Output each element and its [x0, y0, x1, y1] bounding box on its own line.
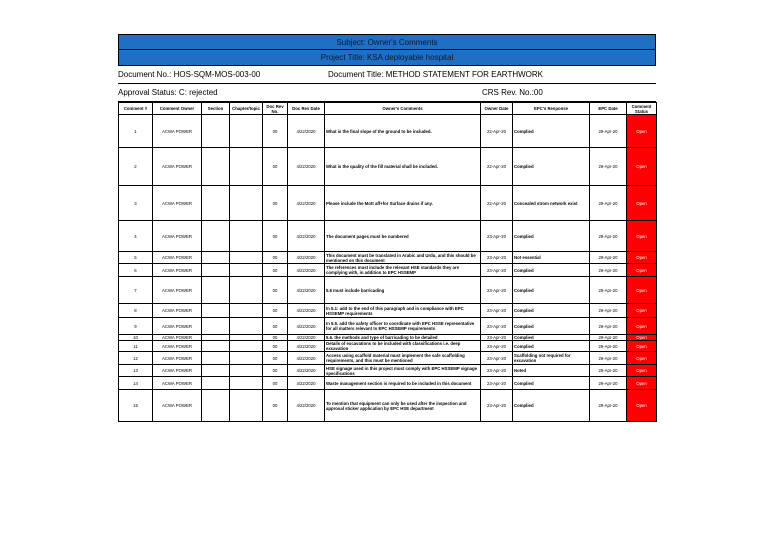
doc-rev-date-cell: 4/22/2020 [288, 115, 325, 148]
comment-owner-cell: ACWA POWER [153, 341, 202, 352]
col-doc-rev-date: Doc Rev Date [288, 103, 325, 115]
comment-number-cell: 14 [119, 377, 153, 390]
table-row [119, 365, 657, 377]
epc-response-cell: Scaffolding not required for excavation [513, 352, 590, 365]
table-row [119, 304, 657, 318]
owner-date-cell: 23-Apr-20 [481, 252, 513, 264]
col-comment-number: Comment # [119, 103, 153, 115]
doc-rev-date-cell: 4/22/2020 [288, 390, 325, 422]
comment-number-cell: 11 [119, 341, 153, 352]
doc-rev-date-cell: 4/22/2020 [288, 186, 325, 221]
doc-rev-no-cell: 00 [263, 304, 288, 318]
comment-owner-cell: ACWA POWER [153, 115, 202, 148]
epc-response-cell: Complied [513, 115, 590, 148]
section-cell [202, 365, 230, 377]
comment-status-cell: Open [627, 115, 657, 148]
owner-date-cell: 22-Apr-20 [481, 148, 513, 186]
section-cell [202, 318, 230, 335]
epc-response-cell: Complied [513, 335, 590, 341]
epc-response-cell: Complied [513, 304, 590, 318]
approval-status: Approval Status: C: rejected [118, 88, 218, 97]
doc-rev-date-cell: 4/22/2020 [288, 318, 325, 335]
owner-date-cell: 22-Apr-20 [481, 186, 513, 221]
epc-date-cell: 29-Apr-20 [590, 335, 627, 341]
table-row [119, 341, 657, 352]
owner-date-cell: 23-Apr-20 [481, 221, 513, 252]
owners-comment-cell: To mention that equipment can only be used after the inspection and approval sticker application by EPC HSE department [325, 390, 481, 422]
comment-number-cell: 3 [119, 186, 153, 221]
owner-date-cell: 23-Apr-20 [481, 304, 513, 318]
comment-owner-cell: ACWA POWER [153, 264, 202, 277]
comment-status-cell: Open [627, 377, 657, 390]
comment-number-cell: 5 [119, 252, 153, 264]
comment-owner-cell: ACWA POWER [153, 335, 202, 341]
chapter-topic-cell [230, 318, 263, 335]
owners-comment-cell: What is the quality of the fill material shall be included. [325, 148, 481, 186]
subject-band: Subject: Owner's Comments [118, 34, 656, 50]
owners-comment-cell: 5.6. the methods and type of barricading to be detailed [325, 335, 481, 341]
section-cell [202, 277, 230, 304]
doc-rev-no-cell: 00 [263, 352, 288, 365]
doc-rev-date-cell: 4/22/2020 [288, 148, 325, 186]
col-section: Section [202, 103, 230, 115]
doc-rev-no-cell: 00 [263, 318, 288, 335]
epc-date-cell: 29-Apr-20 [590, 186, 627, 221]
chapter-topic-cell [230, 277, 263, 304]
comment-owner-cell: ACWA POWER [153, 252, 202, 264]
col-epc-response: EPC's Response [513, 103, 590, 115]
document-info-row [118, 66, 656, 84]
table-row [119, 352, 657, 365]
epc-response-cell: Concealed strom network exist [513, 186, 590, 221]
section-cell [202, 390, 230, 422]
doc-rev-no-cell: 00 [263, 365, 288, 377]
owner-date-cell: 23-Apr-20 [481, 352, 513, 365]
epc-date-cell: 29-Apr-20 [590, 365, 627, 377]
table-row [119, 264, 657, 277]
comment-number-cell: 10 [119, 335, 153, 341]
epc-date-cell: 29-Apr-20 [590, 352, 627, 365]
chapter-topic-cell [230, 186, 263, 221]
chapter-topic-cell [230, 352, 263, 365]
doc-rev-no-cell: 00 [263, 186, 288, 221]
epc-response-cell: Complied [513, 221, 590, 252]
owner-date-cell: 23-Apr-20 [481, 335, 513, 341]
owners-comment-cell: The references must include the relevant HSE standards they are complying with, in addition to EPC HSSEMP [325, 264, 481, 277]
col-epc-date: EPC Date [590, 103, 627, 115]
epc-date-cell: 29-Apr-20 [590, 115, 627, 148]
comment-status-cell: Open [627, 341, 657, 352]
table-row [119, 390, 657, 422]
comment-status-cell: Open [627, 304, 657, 318]
comment-owner-cell: ACWA POWER [153, 221, 202, 252]
section-cell [202, 252, 230, 264]
epc-date-cell: 29-Apr-20 [590, 148, 627, 186]
comment-number-cell: 12 [119, 352, 153, 365]
owners-comment-cell: Access using scaffold material must implement the safe scaffolding requirements, and this must be mentioned [325, 352, 481, 365]
owners-comment-cell: Please include the Mott aff+for Surface drains if any. [325, 186, 481, 221]
document-title: Document Title: METHOD STATEMENT FOR EARTHWORK [328, 70, 543, 79]
comment-owner-cell: ACWA POWER [153, 186, 202, 221]
epc-response-cell: Complied [513, 148, 590, 186]
col-doc-rev-no: Doc Rev No. [263, 103, 288, 115]
doc-rev-date-cell: 4/22/2020 [288, 365, 325, 377]
owners-comment-cell: HSE signage used in this project must comply with EPC HSSEMP signage specifications [325, 365, 481, 377]
epc-response-cell: Complied [513, 277, 590, 304]
comment-number-cell: 1 [119, 115, 153, 148]
doc-rev-date-cell: 4/22/2020 [288, 252, 325, 264]
owners-comment-cell: Waste management section is required to be included in this document [325, 377, 481, 390]
col-comment-owner: Comment Owner [153, 103, 202, 115]
approval-row [118, 84, 656, 102]
table-row [119, 377, 657, 390]
comment-owner-cell: ACWA POWER [153, 277, 202, 304]
section-cell [202, 304, 230, 318]
comment-number-cell: 2 [119, 148, 153, 186]
owner-date-cell: 23-Apr-20 [481, 264, 513, 277]
chapter-topic-cell [230, 365, 263, 377]
doc-rev-no-cell: 00 [263, 115, 288, 148]
comment-status-cell: Open [627, 352, 657, 365]
owners-comment-cell: Details of excavations to be included with classifications i.e. deep excavation [325, 341, 481, 352]
doc-rev-no-cell: 00 [263, 341, 288, 352]
crs-sheet [118, 34, 656, 422]
table-row [119, 186, 657, 221]
comment-owner-cell: ACWA POWER [153, 318, 202, 335]
comment-status-cell: Open [627, 148, 657, 186]
comment-status-cell: Open [627, 390, 657, 422]
section-cell [202, 115, 230, 148]
owner-date-cell: 23-Apr-20 [481, 341, 513, 352]
comment-owner-cell: ACWA POWER [153, 304, 202, 318]
comment-owner-cell: ACWA POWER [153, 365, 202, 377]
epc-response-cell: Complied [513, 390, 590, 422]
comment-status-cell: Open [627, 252, 657, 264]
doc-rev-no-cell: 00 [263, 264, 288, 277]
epc-response-cell: Noted [513, 365, 590, 377]
comment-status-cell: Open [627, 277, 657, 304]
doc-rev-no-cell: 00 [263, 252, 288, 264]
section-cell [202, 221, 230, 252]
table-row [119, 115, 657, 148]
comment-number-cell: 8 [119, 304, 153, 318]
doc-rev-date-cell: 4/22/2020 [288, 304, 325, 318]
doc-rev-date-cell: 4/22/2020 [288, 352, 325, 365]
epc-response-cell: Complied [513, 377, 590, 390]
doc-rev-no-cell: 00 [263, 335, 288, 341]
col-owner-date: Owner Date [481, 103, 513, 115]
owner-date-cell: 23-Apr-20 [481, 390, 513, 422]
epc-response-cell: Not essential [513, 252, 590, 264]
doc-rev-date-cell: 4/22/2020 [288, 341, 325, 352]
epc-date-cell: 29-Apr-20 [590, 341, 627, 352]
comment-status-cell: Open [627, 264, 657, 277]
comment-number-cell: 15 [119, 390, 153, 422]
section-cell [202, 341, 230, 352]
chapter-topic-cell [230, 252, 263, 264]
comment-status-cell: Open [627, 335, 657, 341]
comment-status-cell: Open [627, 186, 657, 221]
doc-rev-date-cell: 4/22/2020 [288, 377, 325, 390]
owner-date-cell: 23-Apr-20 [481, 277, 513, 304]
table-row [119, 221, 657, 252]
crs-revision: CRS Rev. No.:00 [482, 88, 543, 97]
chapter-topic-cell [230, 341, 263, 352]
table-row [119, 277, 657, 304]
chapter-topic-cell [230, 115, 263, 148]
table-header-row [119, 103, 657, 115]
owners-comment-cell: In 5.5. add the safety officer to coordinate with EPC HSSE representative for all matters relevant to EPC HSSEMP requirements [325, 318, 481, 335]
project-title-band: Project Title: KSA deployable hospital [118, 50, 656, 66]
chapter-topic-cell [230, 390, 263, 422]
epc-date-cell: 29-Apr-20 [590, 264, 627, 277]
owner-date-cell: 23-Apr-20 [481, 318, 513, 335]
section-cell [202, 264, 230, 277]
owner-date-cell: 23-Apr-20 [481, 365, 513, 377]
chapter-topic-cell [230, 264, 263, 277]
comment-number-cell: 7 [119, 277, 153, 304]
doc-rev-no-cell: 00 [263, 390, 288, 422]
comment-owner-cell: ACWA POWER [153, 352, 202, 365]
comment-number-cell: 6 [119, 264, 153, 277]
comment-number-cell: 4 [119, 221, 153, 252]
section-cell [202, 377, 230, 390]
owners-comment-cell: This document must be translated in Arabic and Urdu, and this should be mentioned on this document [325, 252, 481, 264]
comment-number-cell: 13 [119, 365, 153, 377]
chapter-topic-cell [230, 304, 263, 318]
table-row [119, 318, 657, 335]
table-row [119, 252, 657, 264]
comment-owner-cell: ACWA POWER [153, 390, 202, 422]
comment-owner-cell: ACWA POWER [153, 377, 202, 390]
comment-status-cell: Open [627, 221, 657, 252]
table-row [119, 148, 657, 186]
comment-owner-cell: ACWA POWER [153, 148, 202, 186]
doc-rev-date-cell: 4/22/2020 [288, 277, 325, 304]
col-owners-comments: Owner's Comments [325, 103, 481, 115]
epc-date-cell: 29-Apr-20 [590, 304, 627, 318]
owner-date-cell: 22-Apr-20 [481, 115, 513, 148]
epc-response-cell: Complied [513, 264, 590, 277]
owners-comment-cell: 5.6 must include barricading [325, 277, 481, 304]
epc-date-cell: 29-Apr-20 [590, 252, 627, 264]
doc-rev-date-cell: 4/22/2020 [288, 264, 325, 277]
doc-rev-no-cell: 00 [263, 221, 288, 252]
doc-rev-date-cell: 4/22/2020 [288, 221, 325, 252]
doc-rev-no-cell: 00 [263, 277, 288, 304]
comment-number-cell: 9 [119, 318, 153, 335]
section-cell [202, 186, 230, 221]
section-cell [202, 352, 230, 365]
section-cell [202, 148, 230, 186]
epc-date-cell: 29-Apr-20 [590, 390, 627, 422]
owners-comment-cell: In 5.1: add to the end of this paragraph and in compliance with EPC HSSEMP requirements [325, 304, 481, 318]
epc-date-cell: 29-Apr-20 [590, 277, 627, 304]
doc-rev-no-cell: 00 [263, 377, 288, 390]
chapter-topic-cell [230, 148, 263, 186]
epc-date-cell: 29-Apr-20 [590, 318, 627, 335]
chapter-topic-cell [230, 221, 263, 252]
chapter-topic-cell [230, 377, 263, 390]
doc-rev-date-cell: 4/22/2020 [288, 335, 325, 341]
col-comment-status: Comment Status [627, 103, 657, 115]
epc-date-cell: 29-Apr-20 [590, 377, 627, 390]
owners-comment-cell: The document pages must be numbered [325, 221, 481, 252]
comments-table [118, 102, 657, 422]
col-chapter-topic: Chapter/topic [230, 103, 263, 115]
document-number: Document No.: HOS-SQM-MOS-003-00 [118, 70, 261, 79]
epc-response-cell: Complied [513, 318, 590, 335]
doc-rev-no-cell: 00 [263, 148, 288, 186]
epc-response-cell: Complied [513, 341, 590, 352]
comment-status-cell: Open [627, 318, 657, 335]
owners-comment-cell: What is the final slope of the ground to be included. [325, 115, 481, 148]
owner-date-cell: 23-Apr-20 [481, 377, 513, 390]
comment-status-cell: Open [627, 365, 657, 377]
epc-date-cell: 29-Apr-20 [590, 221, 627, 252]
